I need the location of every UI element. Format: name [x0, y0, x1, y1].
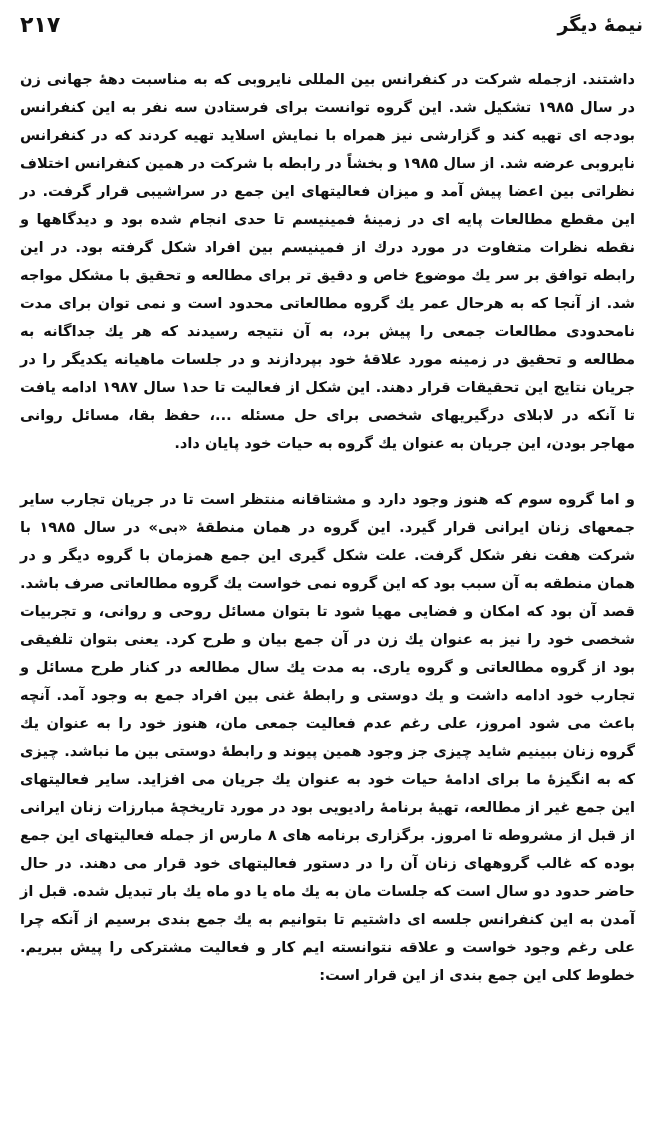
paragraph-1: داشتند. ازجمله شرکت در کنفرانس بین المللی نایروبی که به مناسبت دههٔ جهانی زن در سال ۱۹۸۵ تشکیل شد. این گروه توانست برای فرستادن سه نفر به این کنفرانس بودجه ای تهیه کند و گزارشی نیز همراه با نمایش اسلاید تهیه کردند که در کنفرانس نایروبی عرضه شد. از سال ۱۹۸۵ و بخشاً در رابطه با شرکت در همین کنفرانس اختلاف نظراتی بین اعضا پیش آمد و میزان فعالیتهای این جمع در سراشیبی قرار گرفت. در این مقطع مطالعات پایه ای در زمینهٔ فمینیسم تا حدی انجام شده بود و دیدگاهها و نقطه نظرات متفاوت در مورد درك از فمینیسم بین افراد شکل گرفته بود. در این رابطه توافق بر سر یك موضوع خاص و دقیق تر برای مطالعه و تحقیق با مشکل مواجه شد. از آنجا که به هرحال عمر یك گروه مطالعاتی محدود است و نمی توان برای مدت نامحدودی مطالعات جمعی را پیش برد، به آن نتیجه رسیدند که هر یك جداگانه به مطالعه و تحقیق در زمینه مورد علاقهٔ خود بپردازند و در جلسات ماهیانه یکدیگر را در جریان نتایج این تحقیقات قرار دهند. این شکل از فعالیت تا حد۱ سال ۱۹۸۷ ادامه یافت تا آنکه در لابلای درگیریهای شخصی برای حل مسئله ...، حفظ بقا، مسائل روانی مهاجر بودن، این جریان به عنوان یك گروه به حیات خود پایان داد. — [20, 71, 636, 452]
body-text — [20, 66, 635, 990]
page-header — [20, 10, 643, 40]
page-number: ۲۱۷ — [20, 12, 61, 38]
running-title: نیمهٔ دیگر — [557, 14, 643, 36]
paragraph-2: و اما گروه سوم که هنوز وجود دارد و مشتاقانه منتظر است تا در جریان تجارب سایر جمعهای زنان ایرانی قرار گیرد. این گروه در همان منطقهٔ «بی» در سال ۱۹۸۵ با شرکت هفت نفر شکل گرفت. علت شکل گیری این جمع همزمان با گروه دیگر و در همان منطقه به آن سبب بود که این گروه نمی خواست یك گروه مطالعاتی صرف باشد. قصد آن بود که امکان و فضایی مهیا شود تا بتوان مسائل روحی و روانی، و تجربیات شخصی خود را نیز به عنوان یك زن در آن جمع بیان و طرح کرد. یعنی بتوان تلفیقی بود از گروه مطالعاتی و گروه یاری. به مدت یك سال مطالعه در کنار طرح مسائل و تجارب خود ادامه داشت و یك دوستی و رابطهٔ غنی بین افراد جمع به وجود آمد. آنچه باعث می شود امروز، علی رغم عدم فعالیت جمعی مان، هنوز خود را به عنوان یك گروه زنان ببینیم شاید چیزی جز وجود همین پیوند و رابطهٔ دوستی بین ما نباشد. چیزی که به انگیزهٔ ما برای ادامهٔ حیات خود به عنوان یك جریان می افزاید. سایر فعالیتهای این جمع غیر از مطالعه، تهیهٔ برنامهٔ رادیویی بود در مورد تاریخچهٔ مبارزات زنان ایرانی از قبل از مشروطه تا امروز. برگزاری برنامه های ۸ مارس از جمله فعالیتهای این جمع بوده که غالب گروههای زنان آن را در دستور فعالیتهای خود قرار می دهند. در حال حاضر حدود دو سال است که جلسات مان به یك ماه یا دو ماه یك بار تبدیل شده. قبل از آمدن به این کنفرانس جلسه ای داشتیم تا بتوانیم به یك جمع بندی برسیم از آنکه چرا علی رغم وجود خواست و علاقه نتوانسته ایم کار و فعالیت مشترکی را پیش ببریم. خطوط کلی این جمع بندی از این قرار است: — [20, 491, 635, 984]
